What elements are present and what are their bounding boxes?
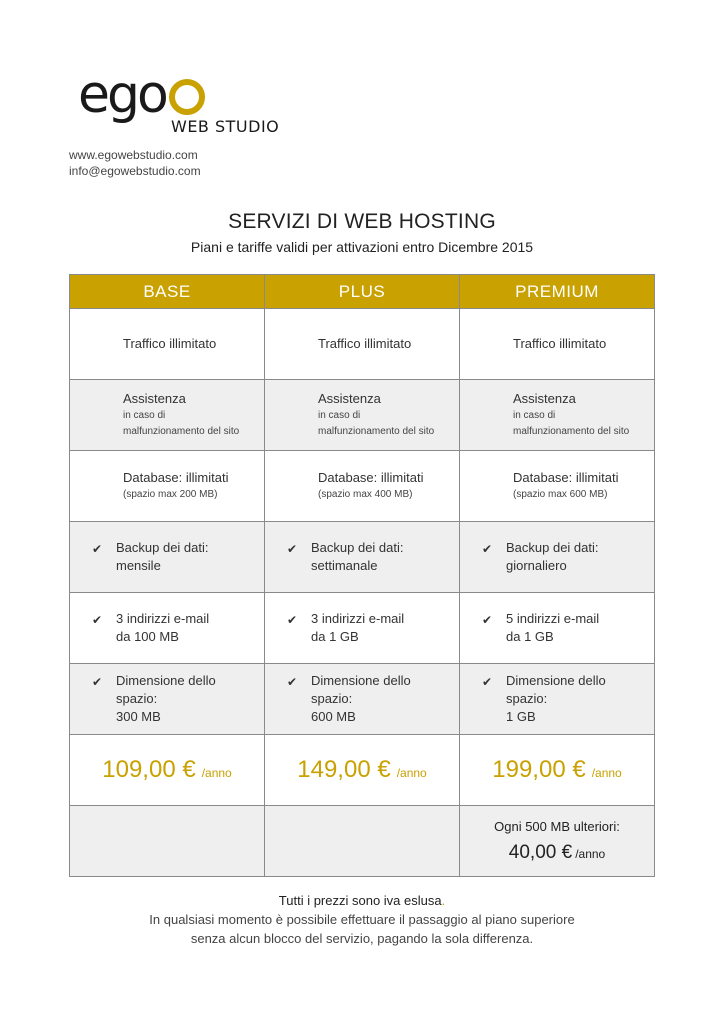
plan-header-row xyxy=(70,275,655,309)
traffic-cell xyxy=(460,309,655,380)
database-title: Database: illimitati xyxy=(123,470,229,485)
backup-label: Backup dei dati: xyxy=(116,540,209,555)
page-title: SERVIZI DI WEB HOSTING xyxy=(228,210,496,233)
extra-space-cell xyxy=(460,806,655,877)
price-row xyxy=(70,735,655,806)
database-title: Database: illimitati xyxy=(513,470,619,485)
checkmark-icon: ✔ xyxy=(92,542,103,556)
space-row xyxy=(70,664,655,735)
backup-frequency: mensile xyxy=(116,558,161,573)
support-note: in caso di xyxy=(513,410,556,421)
space-label: Dimensione dello xyxy=(506,673,606,688)
logo-word: ego xyxy=(78,70,166,125)
space-value: 1 GB xyxy=(506,709,536,724)
price-period: /anno xyxy=(201,766,232,780)
database-cell xyxy=(265,451,460,522)
support-title: Assistenza xyxy=(123,391,186,406)
empty-cell xyxy=(265,806,460,877)
database-title: Database: illimitati xyxy=(318,470,424,485)
email-count: 3 indirizzi e-mail xyxy=(116,611,210,626)
space-label-2: spazio: xyxy=(116,691,158,706)
upgrade-note-line1: In qualsiasi momento è possibile effettuare il passaggio al piano superiore xyxy=(149,912,575,927)
support-title: Assistenza xyxy=(513,391,576,406)
backup-frequency: giornaliero xyxy=(506,558,567,573)
footer-notes xyxy=(0,891,724,948)
vat-note xyxy=(0,891,724,910)
database-note: (spazio max 400 MB) xyxy=(318,489,413,500)
database-cell xyxy=(460,451,655,522)
plan-name-premium: PREMIUM xyxy=(460,275,655,309)
price-cell-premium xyxy=(460,735,655,806)
space-value: 300 MB xyxy=(116,709,161,724)
checkmark-icon: ✔ xyxy=(287,613,298,627)
database-row xyxy=(70,451,655,522)
page-subtitle: Piani e tariffe validi per attivazioni entro Dicembre 2015 xyxy=(190,239,534,255)
support-cell xyxy=(265,380,460,451)
support-title: Assistenza xyxy=(318,391,381,406)
price-amount: 109,00 € xyxy=(102,756,196,783)
backup-label: Backup dei dati: xyxy=(506,540,599,555)
space-label: Dimensione dello xyxy=(116,673,216,688)
space-cell xyxy=(70,664,265,735)
website-link[interactable]: www.egowebstudio.com xyxy=(69,148,198,162)
space-label-2: spazio: xyxy=(311,691,353,706)
backup-cell xyxy=(265,522,460,593)
price-period: /anno xyxy=(591,766,622,780)
support-note: malfunzionamento del sito xyxy=(123,426,240,437)
email-cell xyxy=(460,593,655,664)
support-note: in caso di xyxy=(318,410,361,421)
traffic-text: Traffico illimitato xyxy=(513,336,607,351)
extra-space-period: /anno xyxy=(575,847,606,861)
support-cell xyxy=(460,380,655,451)
checkmark-icon: ✔ xyxy=(92,613,103,627)
database-note: (spazio max 600 MB) xyxy=(513,489,608,500)
logo-graphic xyxy=(78,70,288,140)
support-note: malfunzionamento del sito xyxy=(318,426,435,437)
backup-label: Backup dei dati: xyxy=(311,540,404,555)
database-cell xyxy=(70,451,265,522)
price-amount: 199,00 € xyxy=(492,756,586,783)
vat-note-text: Tutti i prezzi sono iva eslusa xyxy=(278,893,442,908)
support-cell xyxy=(70,380,265,451)
backup-row xyxy=(70,522,655,593)
traffic-text: Traffico illimitato xyxy=(318,336,412,351)
space-cell xyxy=(265,664,460,735)
email-count: 3 indirizzi e-mail xyxy=(311,611,405,626)
logo-gold-ring xyxy=(172,82,202,112)
extra-space-price: 40,00 € xyxy=(508,842,573,863)
contact-info xyxy=(69,147,201,179)
traffic-text: Traffico illimitato xyxy=(123,336,217,351)
database-note: (spazio max 200 MB) xyxy=(123,489,218,500)
upgrade-note-line2: senza alcun blocco del servizio, pagando la sola differenza. xyxy=(190,931,534,946)
support-row xyxy=(70,380,655,451)
support-note: malfunzionamento del sito xyxy=(513,426,630,437)
backup-cell xyxy=(70,522,265,593)
plan-name-base: BASE xyxy=(70,275,265,309)
extra-space-row xyxy=(70,806,655,877)
traffic-cell xyxy=(70,309,265,380)
support-note: in caso di xyxy=(123,410,166,421)
email-size: da 1 GB xyxy=(311,629,359,644)
empty-cell xyxy=(70,806,265,877)
space-label-2: spazio: xyxy=(506,691,548,706)
checkmark-icon: ✔ xyxy=(482,613,493,627)
checkmark-icon: ✔ xyxy=(482,542,493,556)
email-size: da 1 GB xyxy=(506,629,554,644)
checkmark-icon: ✔ xyxy=(287,542,298,556)
plan-name-plus: PLUS xyxy=(265,275,460,309)
traffic-cell xyxy=(265,309,460,380)
pricing-table xyxy=(69,274,655,877)
price-cell-plus xyxy=(265,735,460,806)
logo-subtitle: WEB STUDIO xyxy=(171,117,280,136)
backup-frequency: settimanale xyxy=(311,558,378,573)
checkmark-icon: ✔ xyxy=(287,675,298,689)
space-value: 600 MB xyxy=(311,709,356,724)
space-label: Dimensione dello xyxy=(311,673,411,688)
space-cell xyxy=(460,664,655,735)
email-size: da 100 MB xyxy=(116,629,179,644)
ego-web-studio-logo xyxy=(78,70,288,140)
email-cell xyxy=(70,593,265,664)
email-link[interactable]: info@egowebstudio.com xyxy=(69,164,201,178)
price-amount: 149,00 € xyxy=(297,756,391,783)
vat-note-dot: . xyxy=(441,893,446,908)
checkmark-icon: ✔ xyxy=(92,675,103,689)
price-cell-base xyxy=(70,735,265,806)
traffic-row xyxy=(70,309,655,380)
backup-cell xyxy=(460,522,655,593)
email-row xyxy=(70,593,655,664)
email-count: 5 indirizzi e-mail xyxy=(506,611,600,626)
email-cell xyxy=(265,593,460,664)
price-period: /anno xyxy=(396,766,427,780)
checkmark-icon: ✔ xyxy=(482,675,493,689)
extra-space-label: Ogni 500 MB ulteriori: xyxy=(494,819,620,834)
